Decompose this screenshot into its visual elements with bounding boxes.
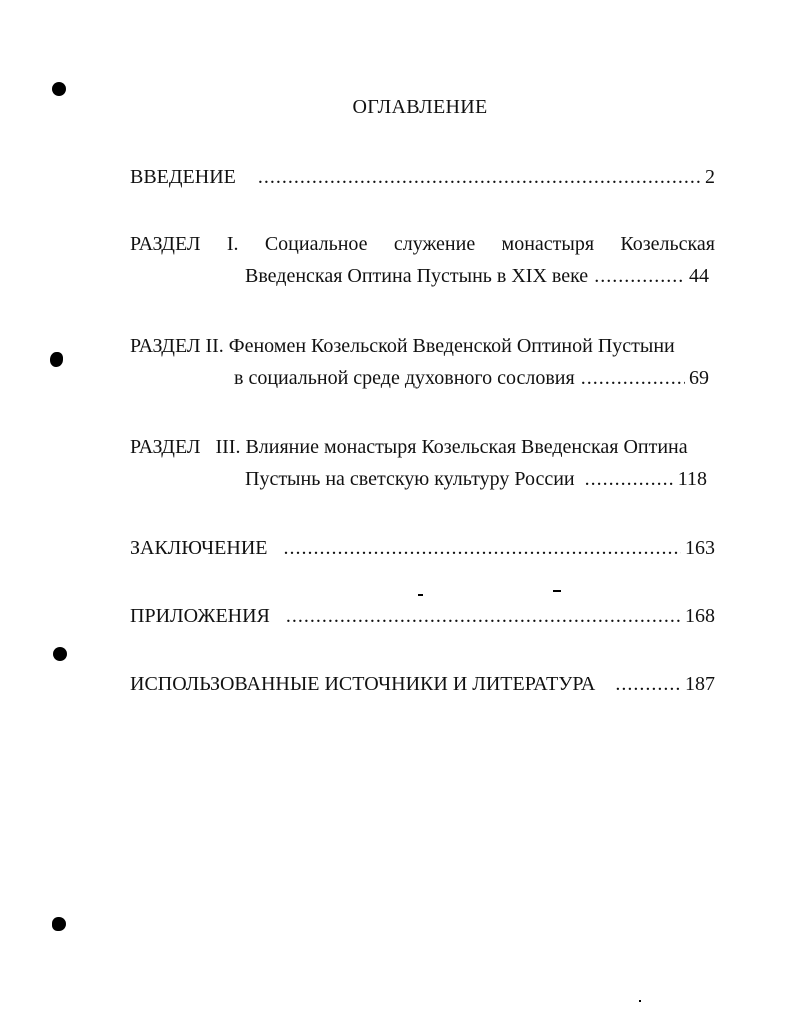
toc-row — [130, 260, 715, 292]
entry-line-1: РАЗДЕЛ III. Влияние монастыря Козельская Введенская Оптина — [130, 436, 688, 458]
toc-row — [130, 362, 715, 394]
punch-hole-mark — [52, 917, 66, 931]
entry-label: ВВЕДЕНИЕ — [130, 166, 236, 188]
dot-leader — [594, 260, 685, 292]
toc-entry-section-3 — [130, 431, 715, 495]
entry-line-2: Введенская Оптина Пустынь в XIX веке — [245, 265, 589, 287]
toc-entry-sources — [130, 668, 715, 700]
toc-row — [130, 600, 715, 632]
entry-line-1: РАЗДЕЛ I. Социальное служение монастыря Козельская — [130, 233, 715, 255]
page-number: 163 — [685, 537, 715, 559]
punch-hole-mark — [53, 647, 67, 661]
page-number: 2 — [705, 166, 715, 188]
page-number: 187 — [685, 673, 715, 695]
entry-line-2: Пустынь на светскую культуру России — [245, 468, 575, 490]
toc-row — [130, 463, 715, 495]
dot-leader — [581, 362, 685, 394]
toc-entry-introduction — [130, 161, 715, 193]
toc-entry-appendices — [130, 600, 715, 632]
speck-mark — [553, 590, 561, 592]
toc-row — [130, 668, 715, 700]
dot-leader — [283, 532, 681, 564]
entry-label: ЗАКЛЮЧЕНИЕ — [130, 537, 268, 559]
dot-leader — [286, 600, 681, 632]
page-number: 168 — [685, 605, 715, 627]
toc-entry-conclusion — [130, 532, 715, 564]
page-number: 118 — [677, 468, 707, 490]
entry-line-1: РАЗДЕЛ II. Феномен Козельской Введенской Оптиной Пустыни — [130, 335, 675, 357]
dot-leader — [615, 668, 681, 700]
entry-label: ПРИЛОЖЕНИЯ — [130, 605, 270, 627]
entry-line-2: в социальной среде духовного сословия — [234, 367, 575, 389]
speck-mark — [639, 1000, 641, 1002]
toc-entry-section-1 — [130, 228, 715, 292]
punch-hole-mark — [52, 82, 66, 96]
entry-label: ИСПОЛЬЗОВАННЫЕ ИСТОЧНИКИ И ЛИТЕРАТУРА — [130, 673, 596, 695]
page-number: 44 — [689, 265, 709, 287]
toc-row — [130, 532, 715, 564]
toc-entry-section-2 — [130, 330, 715, 394]
page-number: 69 — [689, 367, 709, 389]
speck-mark — [418, 594, 423, 596]
punch-hole-mark — [50, 352, 63, 367]
dot-leader — [585, 463, 674, 495]
toc-row — [130, 161, 715, 193]
dot-leader — [258, 161, 701, 193]
toc-title: ОГЛАВЛЕНИЕ — [352, 96, 488, 118]
